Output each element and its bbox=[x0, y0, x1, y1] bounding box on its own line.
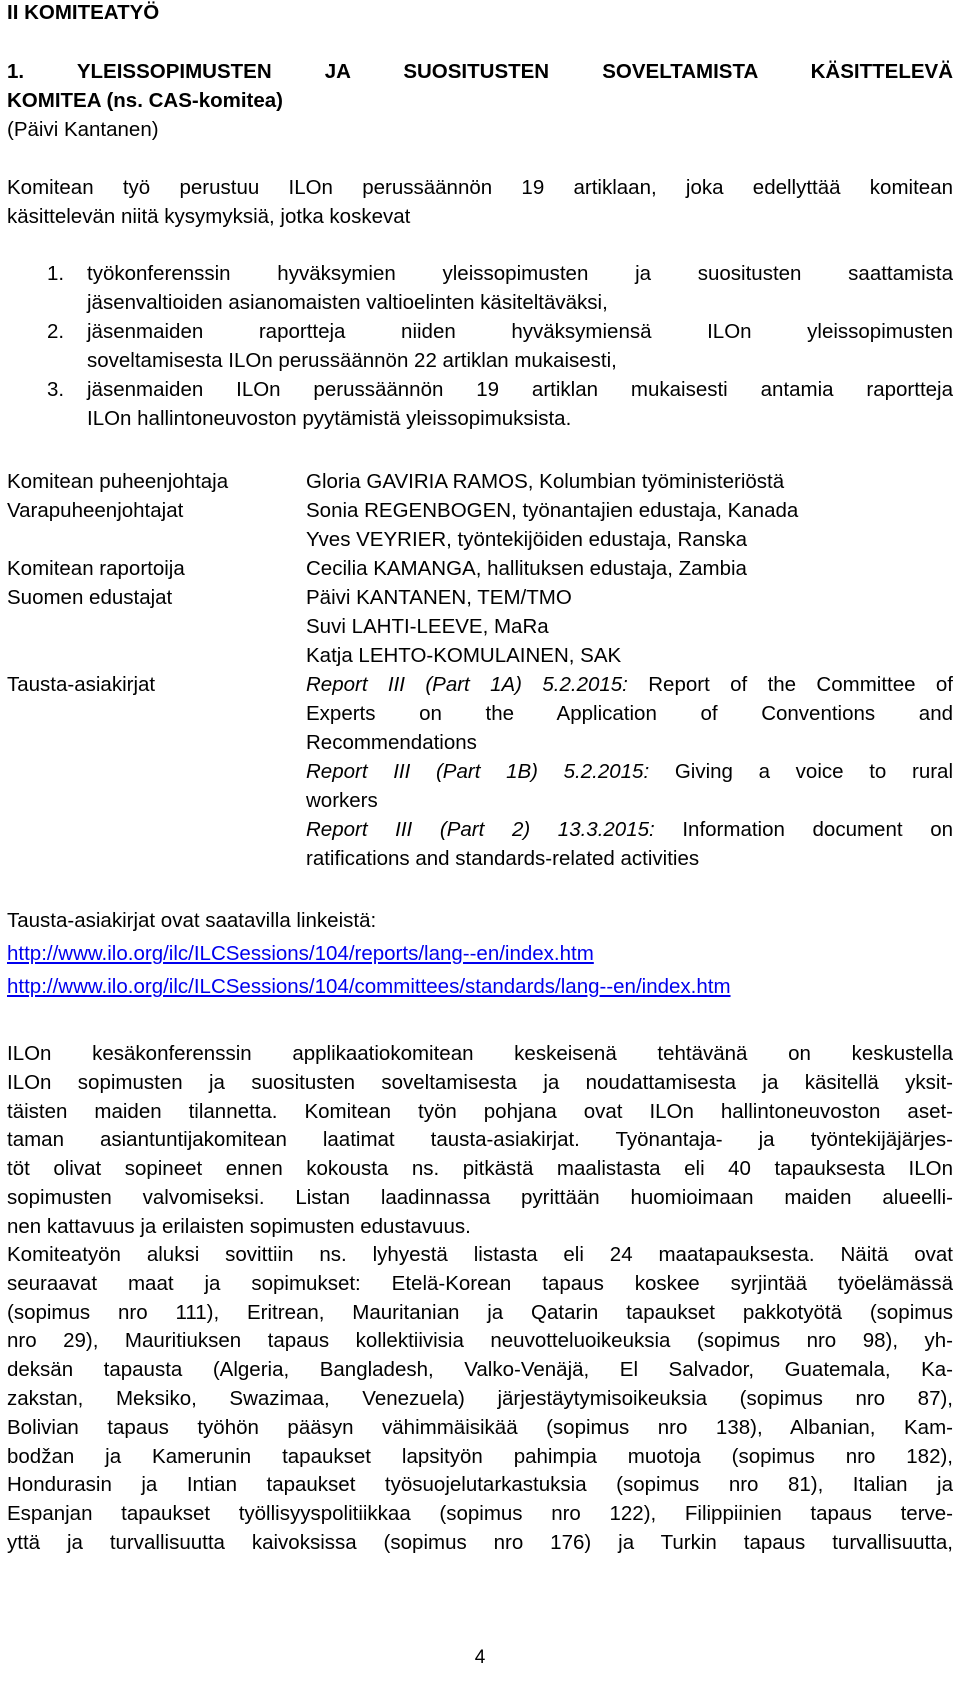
finland-delegate-value: Katja LEHTO-KOMULAINEN, SAK bbox=[306, 644, 622, 667]
committee-title-line2: KOMITEA (ns. CAS-komitea) bbox=[7, 89, 284, 112]
section-heading: II KOMITEATYÖ bbox=[7, 1, 160, 24]
list-text: jäsenmaiden raportteja niiden hyväksymiensä ILOn yleissopimusten bbox=[87, 320, 953, 343]
background-doc-1 bbox=[306, 673, 953, 697]
list-text: jäsenmaiden ILOn perussäännön 19 artiklan mukaisesti antamia raportteja bbox=[87, 378, 953, 401]
doc-ref: Report III (Part 2) 13.3.2015: bbox=[306, 818, 655, 841]
background-doc-3-cont: ratifications and standards-related activities bbox=[306, 847, 700, 870]
list-number: 3. bbox=[47, 378, 65, 401]
reports-link[interactable]: http://www.ilo.org/ilc/ILCSessions/104/reports/lang--en/index.htm bbox=[7, 942, 594, 965]
paragraph-line: nen kattavuus ja erilaisten sopimusten edustavuus. bbox=[7, 1214, 471, 1238]
doc-title: Information document on bbox=[682, 818, 953, 841]
intro-line2: käsittelevän niitä kysymyksiä, jotka koskevat bbox=[7, 205, 411, 228]
paragraph-line: täisten maiden tilannetta. Komitean työn pohjana ovat ILOn hallintoneuvoston aset- bbox=[7, 1099, 953, 1123]
paragraph-line: Espanjan tapaukset työllisyyspolitiikkaa (sopimus nro 122), Filippiinien tapaus terve- bbox=[7, 1502, 953, 1526]
intro-line1: Komitean työ perustuu ILOn perussäännön 19 artiklaan, joka edellyttää komitean bbox=[7, 176, 953, 199]
committee-author: (Päivi Kantanen) bbox=[7, 118, 159, 141]
committee-title-line1: 1. YLEISSOPIMUSTEN JA SUOSITUSTEN SOVELTAMISTA KÄSITTELEVÄ bbox=[7, 60, 953, 83]
paragraph-short-list bbox=[7, 1241, 953, 1558]
paragraph-line: Komiteatyön aluksi sovittiin ns. lyhyestä listasta eli 24 maatapauksesta. Näitä ovat bbox=[7, 1243, 953, 1266]
paragraph-line: (sopimus nro 111), Eritrean, Mauritanian ja Qatarin tapaukset pakkotyötä (sopimus bbox=[7, 1300, 953, 1324]
list-text: soveltamisesta ILOn perussäännön 22 artiklan mukaisesti, bbox=[87, 349, 617, 372]
paragraph-line: Hondurasin ja Intian tapaukset työsuojelutarkastuksia (sopimus nro 81), Italian ja bbox=[7, 1473, 953, 1497]
paragraph-line: taman asiantuntijakomitean laatimat tausta-asiakirjat. Työnantaja- ja työntekijäjärjes- bbox=[7, 1128, 953, 1152]
background-doc-2-cont: workers bbox=[306, 789, 378, 812]
vice-chairs-label: Varapuheenjohtajat bbox=[7, 499, 184, 522]
paragraph-line: zakstan, Meksiko, Swazimaa, Venezuela) järjestäytymisoikeuksia (sopimus nro 87), bbox=[7, 1386, 953, 1410]
list-text: työkonferenssin hyväksymien yleissopimusten ja suositusten saattamista bbox=[87, 262, 953, 285]
paragraph-line: nro 29), Mauritiuksen tapaus kollektiivisia neuvotteluoikeuksia (sopimus nro 98), yh- bbox=[7, 1329, 953, 1353]
committees-link[interactable]: http://www.ilo.org/ilc/ILCSessions/104/committees/standards/lang--en/index.htm bbox=[7, 975, 731, 998]
chair-value: Gloria GAVIRIA RAMOS, Kolumbian työministeriöstä bbox=[306, 470, 785, 493]
doc-title: Report of the Committee of bbox=[648, 673, 953, 696]
vice-chair-value: Sonia REGENBOGEN, työnantajien edustaja, Kanada bbox=[306, 499, 799, 522]
list-text: jäsenvaltioiden asianomaisten valtioelinten käsiteltäväksi, bbox=[87, 291, 608, 314]
paragraph-line: yttä ja turvallisuutta kaivoksissa (sopimus nro 176) ja Turkin tapaus turvallisuutta, bbox=[7, 1530, 953, 1554]
background-doc-1-cont: Experts on the Application of Conventions and bbox=[306, 702, 953, 725]
vice-chair-value: Yves VEYRIER, työntekijöiden edustaja, Ranska bbox=[306, 528, 747, 551]
paragraph-line: töt olivat sopineet ennen kokousta ns. pitkästä maalistasta eli 40 tapauksesta ILOn bbox=[7, 1157, 953, 1181]
paragraph-line: seuraavat maat ja sopimukset: Etelä-Korean tapaus koskee syrjintää työelämässä bbox=[7, 1271, 953, 1295]
list-text: ILOn hallintoneuvoston pyytämistä yleissopimuksista. bbox=[87, 407, 572, 430]
chair-label: Komitean puheenjohtaja bbox=[7, 470, 229, 493]
doc-title: Giving a voice to rural bbox=[674, 760, 953, 783]
links-intro: Tausta-asiakirjat ovat saatavilla linkeistä: bbox=[7, 909, 377, 932]
paragraph-line: deksän tapausta (Algeria, Bangladesh, Valko-Venäjä, El Salvador, Guatemala, Ka- bbox=[7, 1358, 953, 1382]
paragraph-line: ILOn kesäkonferenssin applikaatiokomitean keskeisenä tehtävänä on keskustella bbox=[7, 1042, 953, 1065]
background-docs-label: Tausta-asiakirjat bbox=[7, 673, 156, 696]
background-doc-2 bbox=[306, 760, 953, 784]
page-number: 4 bbox=[474, 1647, 486, 1668]
background-doc-1-cont: Recommendations bbox=[306, 731, 477, 754]
paragraph-line: sopimusten valvomiseksi. Listan laadinnassa pyrittään huomioimaan maiden alueelli- bbox=[7, 1185, 953, 1209]
rapporteur-label: Komitean raportoija bbox=[7, 557, 185, 580]
finland-delegate-value: Suvi LAHTI-LEEVE, MaRa bbox=[306, 615, 549, 638]
list-number: 2. bbox=[47, 320, 65, 343]
paragraph-line: bodžan ja Kamerunin tapaukset lapsityön pahimpia muotoja (sopimus nro 182), bbox=[7, 1444, 953, 1468]
rapporteur-value: Cecilia KAMANGA, hallituksen edustaja, Zambia bbox=[306, 557, 747, 580]
paragraph-applications-committee bbox=[7, 1040, 953, 1242]
background-doc-3 bbox=[306, 818, 953, 842]
doc-ref: Report III (Part 1B) 5.2.2015: bbox=[306, 760, 650, 783]
paragraph-line: ILOn sopimusten ja suositusten soveltamisesta ja noudattamisesta ja käsitellä yksit- bbox=[7, 1070, 953, 1094]
list-number: 1. bbox=[47, 262, 65, 285]
finland-delegate-value: Päivi KANTANEN, TEM/TMO bbox=[306, 586, 572, 609]
finland-delegates-label: Suomen edustajat bbox=[7, 586, 173, 609]
doc-ref: Report III (Part 1A) 5.2.2015: bbox=[306, 673, 628, 696]
paragraph-line: Bolivian tapaus työhön pääsyn vähimmäisikää (sopimus nro 138), Albanian, Kam- bbox=[7, 1415, 953, 1439]
